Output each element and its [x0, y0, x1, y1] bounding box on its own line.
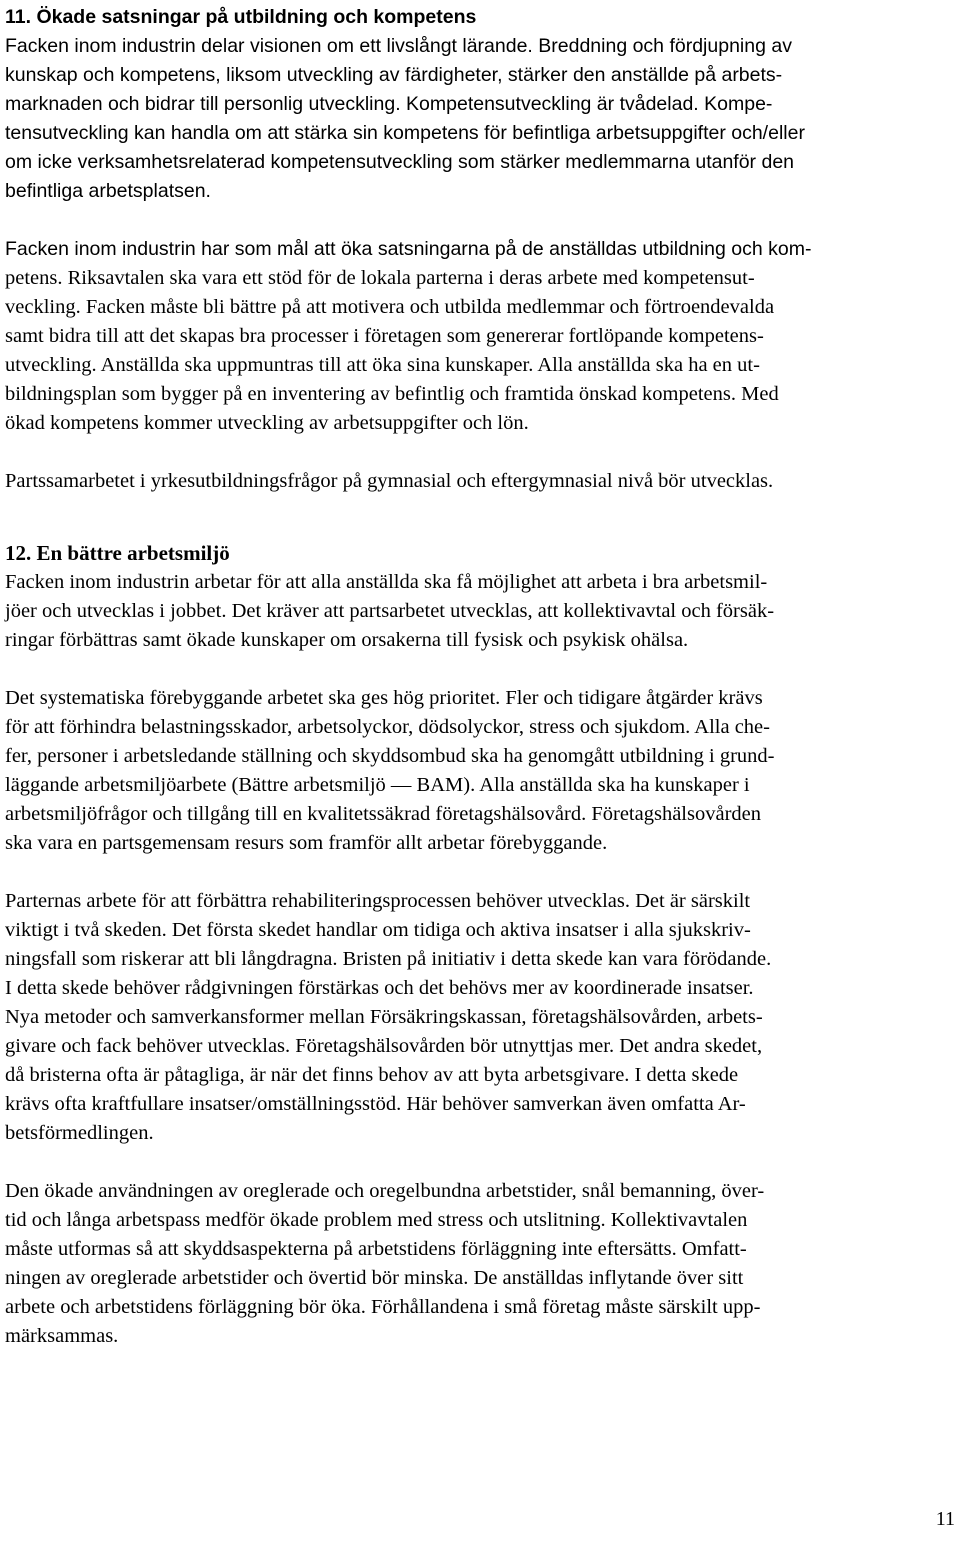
document-page	[5, 0, 955, 1351]
text-line: märksammas.	[5, 1325, 119, 1347]
text-line: Facken inom industrin arbetar för att alla anställda ska få möjlighet att arbeta i bra arbetsmil-	[5, 571, 768, 593]
text-line: I detta skede behöver rådgivningen förstärkas och det behövs mer av koordinerade insatser.	[5, 977, 754, 999]
paragraph-gap	[5, 206, 955, 235]
paragraph-2	[5, 235, 955, 438]
text-line: arbete och arbetstidens förläggning bör öka. Förhållandena i små företag måste särskilt upp-	[5, 1296, 761, 1318]
text-line: bildningsplan som bygger på en inventering av befintlig och framtida önskad kompetens. Med	[5, 383, 779, 405]
text-line: samt bidra till att det skapas bra processer i företagen som genererar fortlöpande kompetens-	[5, 325, 764, 347]
section-title: En bättre arbetsmiljö	[36, 541, 230, 565]
paragraph-7	[5, 1177, 955, 1351]
paragraph-3	[5, 467, 955, 496]
text-line: viktigt i två skeden. Det första skedet handlar om tidiga och aktiva insatser i alla sjukskriv-	[5, 919, 751, 941]
paragraph-5	[5, 684, 955, 858]
text-line: jöer och utvecklas i jobbet. Det kräver att partsarbetet utvecklas, att kollektivavtal och försäk-	[5, 600, 775, 622]
text-line: ska vara en partsgemensam resurs som framför allt arbetar förebyggande.	[5, 832, 608, 854]
text-line: då bristerna ofta är påtagliga, är när det finns behov av att byta arbetsgivare. I detta skede	[5, 1064, 739, 1086]
text-line: Det systematiska förebyggande arbetet ska ges hög prioritet. Fler och tidigare åtgärder krävs	[5, 687, 763, 709]
paragraph-gap	[5, 858, 955, 887]
section-heading-12	[5, 539, 955, 568]
text-line: utveckling. Anställda ska uppmuntras till att öka sina kunskaper. Alla anställda ska ha en ut-	[5, 354, 760, 376]
text-line: krävs ofta kraftfullare insatser/omställningsstöd. Här behöver samverkan även omfatta Ar-	[5, 1093, 746, 1115]
text-line: om icke verksamhetsrelaterad kompetensutveckling som stärker medlemmarna utanför den	[5, 151, 795, 173]
paragraph-4	[5, 568, 955, 655]
text-line: ökad kompetens kommer utveckling av arbetsuppgifter och lön.	[5, 412, 529, 434]
paragraph-gap	[5, 655, 955, 684]
text-line: ringar förbättras samt ökade kunskaper om orsakerna till fysisk och psykisk ohälsa.	[5, 629, 689, 651]
section-number: 12.	[5, 541, 32, 565]
text-line: ningsfall som riskerar att bli långdragna. Bristen på initiativ i detta skede kan vara förödande.	[5, 948, 772, 970]
text-line: Den ökade användningen av oreglerade och oregelbundna arbetstider, snål bemanning, över-	[5, 1180, 765, 1202]
paragraph-1	[5, 32, 955, 206]
text-line: kunskap och kompetens, liksom utveckling av färdigheter, stärker den anställde på arbets-	[5, 64, 783, 86]
text-line: Facken inom industrin delar visionen om ett livslångt lärande. Breddning och fördjupning av	[5, 35, 792, 57]
text-line: petens. Riksavtalen ska vara ett stöd för de lokala parterna i deras arbete med kompetensut-	[5, 267, 755, 289]
text-line: Nya metoder och samverkansformer mellan Försäkringskassan, företagshälsovården, arbets-	[5, 1006, 763, 1028]
text-line: måste utformas så att skyddsaspekterna på arbetstidens förläggning inte eftersätts. Omfatt-	[5, 1238, 747, 1260]
paragraph-gap	[5, 1148, 955, 1177]
text-line: veckling. Facken måste bli bättre på att motivera och utbilda medlemmar och förtroendevalda	[5, 296, 775, 318]
text-line: Partssamarbetet i yrkesutbildningsfrågor på gymnasial och eftergymnasial nivå bör utvecklas.	[5, 470, 774, 492]
paragraph-gap	[5, 438, 955, 467]
text-line: tensutveckling kan handla om att stärka sin kompetens för befintliga arbetsuppgifter och/eller	[5, 122, 805, 144]
paragraph-6	[5, 887, 955, 1148]
section-heading-11: 11. Ökade satsningar på utbildning och kompetens	[5, 6, 477, 28]
text-line: tid och långa arbetspass medför ökade problem med stress och utslitning. Kollektivavtalen	[5, 1209, 748, 1231]
text-line: marknaden och bidrar till personlig utveckling. Kompetensutveckling är tvådelad. Kompe-	[5, 93, 773, 115]
text-line: ningen av oreglerade arbetstider och övertid bör minska. De anställdas inflytande över sitt	[5, 1267, 744, 1289]
text-line: Facken inom industrin har som mål att öka satsningarna på de anställdas utbildning och kom-	[5, 238, 812, 260]
text-line: betsförmedlingen.	[5, 1122, 154, 1144]
page-number: 11	[935, 1508, 955, 1530]
text-line: för att förhindra belastningsskador, arbetsolyckor, dödsolyckor, stress och sjukdom. Alla che-	[5, 716, 770, 738]
text-line: läggande arbetsmiljöarbete (Bättre arbetsmiljö — BAM). Alla anställda ska ha kunskaper i	[5, 774, 750, 796]
text-line: fer, personer i arbetsledande ställning och skyddsombud ska ha genomgått utbildning i grund-	[5, 745, 775, 767]
text-line: befintliga arbetsplatsen.	[5, 180, 211, 202]
text-line: givare och fack behöver utvecklas. Företagshälsovården bör utnyttjas mer. Det andra skedet,	[5, 1035, 763, 1057]
text-line: Parternas arbete för att förbättra rehabiliteringsprocessen behöver utvecklas. Det är särskilt	[5, 890, 751, 912]
text-line: arbetsmiljöfrågor och tillgång till en kvalitetssäkrad företagshälsovård. Företagshälsovården	[5, 803, 761, 825]
